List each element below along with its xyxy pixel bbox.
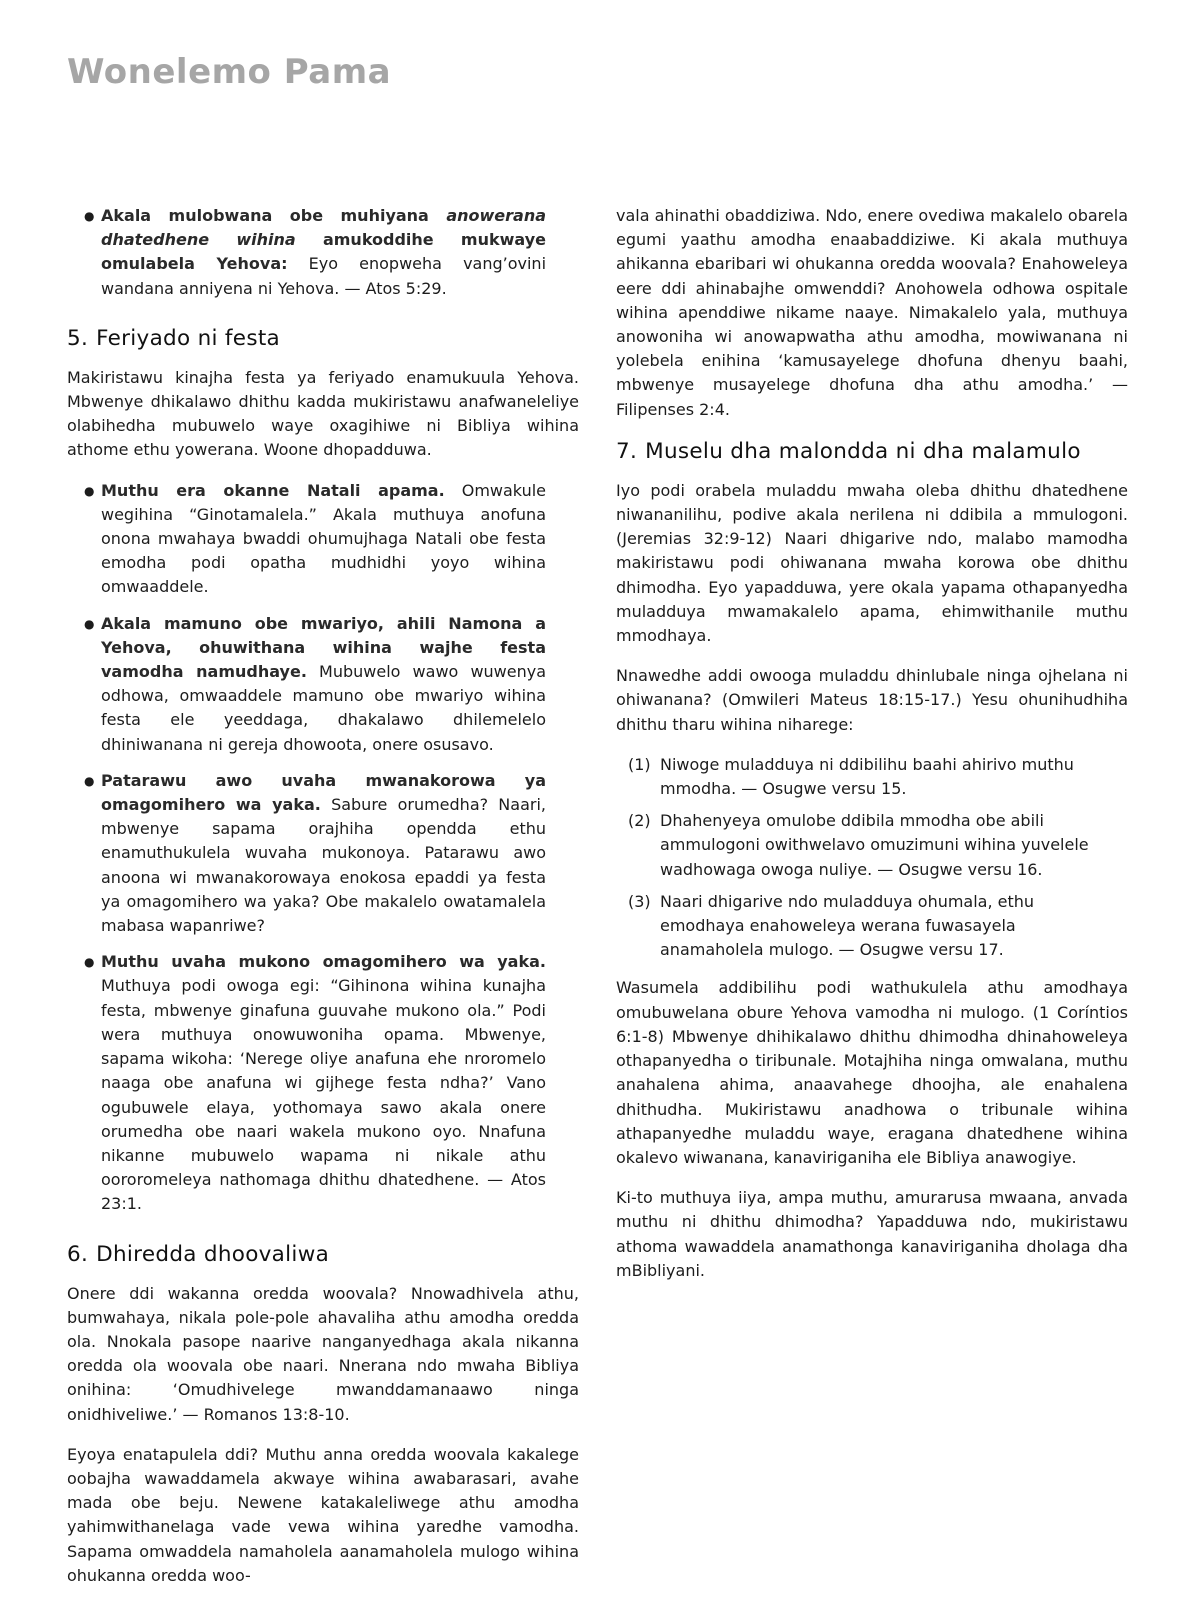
section-7-paragraph-1: Iyo podi orabela muladdu mwaha oleba dhithu dhatedhene niwananilihu, podive akala nerilena ni ddibila a mmulogoni. (Jeremias 32:9-12) Naari dhigarive ndo, malabo mamodha makiristawu podi ohiwanana mwaha korowa obe dhithu dhimodha. Eyo yapadduwa, yere okala yapama othapanyedha muladduya mwamakalelo apama, ehimwithanile muthu mmodhaya. bbox=[616, 480, 1128, 646]
list-item bbox=[628, 890, 1093, 963]
step-marker: (1) bbox=[628, 754, 651, 774]
step-marker: (2) bbox=[628, 811, 651, 831]
bullet-lead: Muthu uvaha mukono omagomihero wa yaka. bbox=[101, 952, 546, 972]
section-7-steps bbox=[616, 753, 1128, 963]
list-item bbox=[101, 479, 546, 600]
intro-bullet-list bbox=[67, 204, 579, 301]
continued-paragraph: vala ahinathi obaddiziwa. Ndo, enere ovediwa makalelo obarela egumi yaathu amodha enaabaddiziwe. Ki akala muthuya ahikanna ebaribari wi ohukanna oredda woovala? Enahoweleya eere ddi ahinabajhe omwenddi? Anohowela odhowa ospitale wihina apenddiwe nikame naaye. Nimakalelo yala, muthuya anowoniha wi anowapwatha athu amodha, mowiwanana ni yolebela enihina ‘kamusayelege dhofuna dhenyu baahi, mbwenye musayelege dhofuna dha athu amodha.’ — Filipenses 2:4. bbox=[616, 206, 1128, 419]
bullet-text: Eyo enopweha vang’ovini wandana anniyena ni Yehova. — Atos 5:29. bbox=[101, 254, 547, 298]
left-column bbox=[67, 204, 579, 1604]
list-item bbox=[101, 612, 546, 757]
section-7-paragraph-3: Wasumela addibilihu podi wathukulela athu amodhaya omubuwelana obure Yehova vamodha ni mulogo. (1 Coríntios 6:1-8) Mbwenye dhihikalawo dhithu dhimodha dhinahoweleya othapanyedha o tiribunale. Motajhiha ninga omwalana, muthu anahalena ahima, anaavahege dhoojha, ale enahalena dhithudha. Mukiristawu anadhowa o tribunale wihina athapanyedhe muladdu waye, eragana dhatedhene wihina okalevo wiwanana, kanaviriganiha ele Bibliya anawogiye. bbox=[616, 978, 1128, 1167]
list-item bbox=[628, 753, 1093, 801]
step-text: Naari dhigarive ndo muladduya ohumala, ethu emodhaya enahoweleya werana fuwasayela anamaholela mulogo. — Osugwe versu 17. bbox=[660, 891, 1035, 960]
running-title: Wonelemo Pama bbox=[67, 52, 392, 92]
bullet-text: Sabure orumedha? Naari, mbwenye sapama orajhiha opendda ethu enamuthukulela wuvaha mukonoya. Patarawu awo anoona wi mwanakorowaya enokosa epaddi ya festa ya omagomihero wa yaka? Obe makalelo owatamalela mabasa wapanriwe? bbox=[101, 795, 546, 936]
bullet-lead: Akala mulobwana obe muhiyana anowerana dhatedhene wihina amukoddihe mukwaye omulabela Yehova: bbox=[101, 206, 546, 274]
right-column bbox=[616, 204, 1128, 1299]
bullet-lead: Akala mamuno obe mwariyo, ahili Namona a Yehova, ohuwithana wihina wajhe festa vamodha namudhaye. bbox=[101, 613, 546, 682]
bullet-text: Mubuwelo wawo wuwenya odhowa, omwaaddele mamuno obe mwariyo wihina festa ele yeeddaga, dhakalawo dhilemelelo dhiniwanana ni gereja dhowoota, onere osusavo. bbox=[101, 662, 547, 754]
step-marker: (3) bbox=[628, 891, 651, 911]
section-7-paragraph-2: Nnawedhe addi owooga muladdu dhinlubale ninga ojhelana ni ohiwanana? (Omwileri Mateus 18:15-17.) Yesu ohunihudhiha dhithu tharu wihina niharege: bbox=[616, 666, 1128, 734]
step-text: Dhahenyeya omulobe ddibila mmodha obe abili ammulogoni owithwelavo omuzimuni wihina yuvelele wadhowaga owoga nuliye. — Osugwe versu 16. bbox=[660, 811, 1089, 879]
section-5-heading: 5. Feriyado ni festa bbox=[67, 325, 281, 351]
section-5-bullet-list bbox=[67, 479, 579, 1217]
section-6-paragraph-2: Eyoya enatapulela ddi? Muthu anna oredda woovala kakalege oobajha wawaddamela akwaye wihina awabarasari, avahe mada obe beju. Newene katakaleliwege athu amodha yahimwithanelaga vade vewa wihina yaredhe vamodha. Sapama omwaddela namaholela aanamaholela mulogo wihina ohukanna oredda woo- bbox=[67, 1444, 579, 1585]
list-item bbox=[101, 950, 546, 1216]
bullet-text: Omwakule wegihina “Ginotamalela.” Akala muthuya anofuna onona mwahaya bwaddi ohumujhaga Natali obe festa emodha podi opatha mudhidhi yoyo wihina omwaaddele. bbox=[101, 480, 546, 597]
bullet-text: Muthuya podi owoga egi: “Gihinona wihina kunajha festa, mbwenye ginafuna guuvahe mukono ola.” Podi wera muthuya onowuwoniha opama. Mbwenye, sapama wikoha: ‘Nerege oliye anafuna ehe nroromelo naaga obe anafuna wi gijhege festa ndha?’ Vano ogubuwele elaya, yothomaya sawo akala onere orumedha obe naari wakela mukono oyo. Nnafuna nikanne mubuwelo wapama ni nikale athu oororomeleya nathomaga dhithu dhatedhene. — Atos 23:1. bbox=[101, 976, 546, 1214]
section-6-paragraph-1: Onere ddi wakanna oredda woovala? Nnowadhivela athu, bumwahaya, nikala pole-pole ahavaliha athu amodha oredda ola. Nnokala pasope naarive nanganyedhaga akala nikanna oredda ola woovala obe naari. Nnerana ndo mwaha Bibliya onihina: ‘Omudhivelege mwanddamanaawo ninga onidhiveliwe.’ — Romanos 13:8-10. bbox=[67, 1283, 579, 1424]
emphasis: anowerana dhatedhene wihina bbox=[101, 206, 546, 250]
section-7-heading: 7. Muselu dha malondda ni dha malamulo bbox=[616, 438, 1081, 464]
section-6-heading: 6. Dhiredda dhoovaliwa bbox=[67, 1241, 330, 1267]
list-item bbox=[101, 769, 546, 938]
section-7-paragraph-4: Ki-to muthuya iiya, ampa muthu, amurarusa mwaana, anvada muthu ni dhithu dhimodha? Yapadduwa ndo, mukiristawu athoma wawaddela anamathonga kanaviriganiha dholaga dha mBibliyani. bbox=[616, 1188, 1128, 1280]
bullet-lead: Muthu era okanne Natali apama. bbox=[101, 480, 445, 500]
list-item bbox=[101, 204, 546, 301]
section-5-paragraph: Makiristawu kinajha festa ya feriyado enamukuula Yehova. Mbwenye dhikalawo dhithu kadda mukiristawu anafwaneleliye olabihedha mubuwelo waye oxagihiwe ni Bibliya wihina athome ethu yowerana. Woone dhopadduwa. bbox=[67, 367, 579, 460]
list-item bbox=[628, 809, 1093, 882]
step-text: Niwoge muladduya ni ddibilihu baahi ahirivo muthu mmodha. — Osugwe versu 15. bbox=[660, 754, 1074, 799]
bullet-lead: Patarawu awo uvaha mwanakorowa ya omagomihero wa yaka. bbox=[101, 770, 546, 815]
